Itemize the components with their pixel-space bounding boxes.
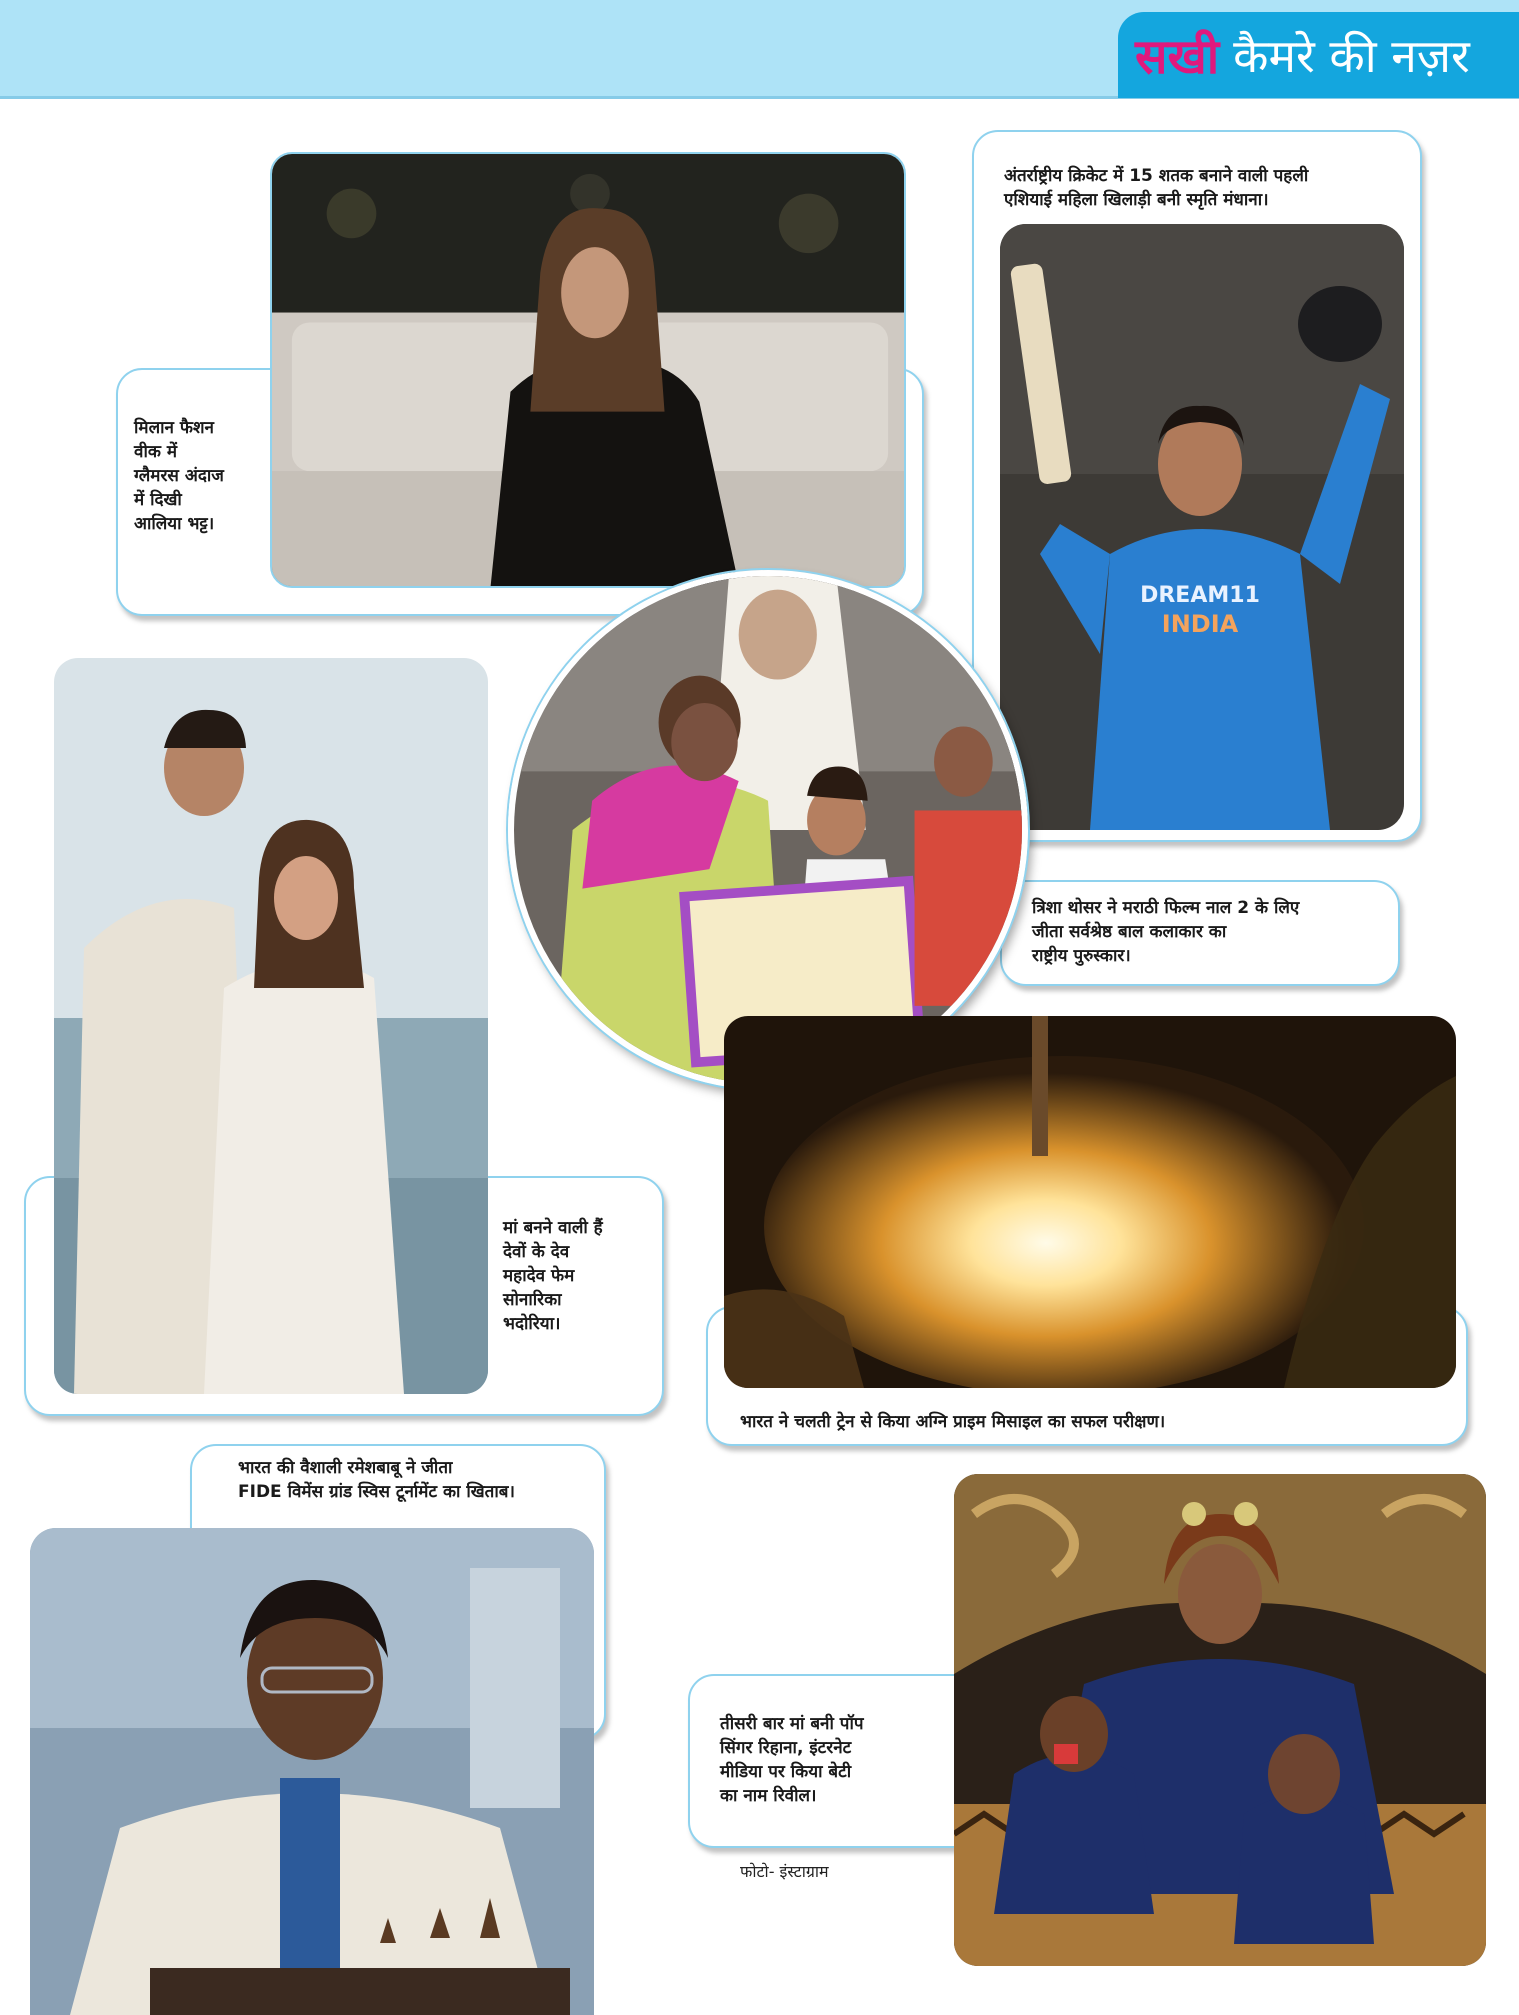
agni-caption: भारत ने चलती ट्रेन से किया अग्नि प्राइम मिसाइल का सफल परीक्षण। xyxy=(740,1412,1166,1432)
trisha-photo-art xyxy=(514,576,1022,1084)
rihanna-photo-art xyxy=(954,1474,1486,1966)
rihanna-caption: तीसरी बार मां बनी पॉप सिंगर रिहाना, इंटरनेट मीडिया पर किया बेटी का नाम रिवील। xyxy=(720,1714,864,1806)
section-name: कैमरे की नज़र xyxy=(1233,29,1470,83)
sonarika-photo-art xyxy=(54,658,488,1394)
vaishali-photo xyxy=(30,1528,594,2015)
sonarika-photo xyxy=(54,658,488,1394)
smriti-photo-art xyxy=(1000,224,1404,830)
photo-credit: फोटो- इंस्टाग्राम xyxy=(740,1862,829,1881)
alia-photo-art xyxy=(272,154,904,586)
brand-name: सखी xyxy=(1135,28,1220,85)
vaishali-photo-art xyxy=(30,1528,594,2015)
smriti-caption: अंतर्राष्ट्रीय क्रिकेट में 15 शतक बनाने वाली पहली एशियाई महिला खिलाड़ी बनी स्मृति मंधाना। xyxy=(1004,166,1309,210)
jersey-team: INDIA xyxy=(1161,610,1239,638)
trisha-caption: त्रिशा थोसर ने मराठी फिल्म नाल 2 के लिए जीता सर्वश्रेष्ठ बाल कलाकार का राष्ट्रीय पुरुस्कार। xyxy=(1032,898,1300,966)
jersey-sponsor: DREAM11 xyxy=(1140,583,1260,608)
trisha-photo xyxy=(508,570,1028,1090)
rihanna-photo xyxy=(954,1474,1486,1966)
agni-photo-art xyxy=(724,1016,1456,1388)
alia-photo xyxy=(270,152,906,588)
vaishali-caption: भारत की वैशाली रमेशबाबू ने जीता FIDE विमेंस ग्रांड स्विस टूर्नामेंट का खिताब। xyxy=(238,1458,515,1502)
alia-caption: मिलान फैशन वीक में ग्लैमरस अंदाज में दिखी आलिया भट्ट। xyxy=(134,418,224,534)
smriti-photo xyxy=(1000,224,1404,830)
page-title xyxy=(1135,20,1470,90)
sonarika-caption: मां बनने वाली हैं देवों के देव महादेव फेम सोनारिका भदोरिया। xyxy=(503,1218,603,1334)
agni-photo xyxy=(724,1016,1456,1388)
